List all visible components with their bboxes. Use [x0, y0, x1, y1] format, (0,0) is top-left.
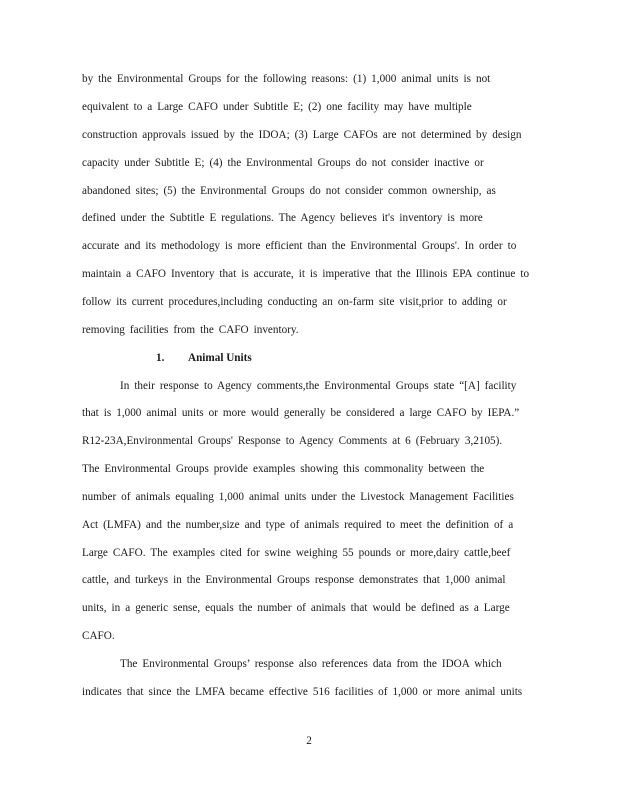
text-line: equivalent to a Large CAFO under Subtitle E; (2) one facility may have multiple — [82, 101, 472, 113]
section-heading — [156, 351, 252, 365]
text-line: indicates that since the LMFA became effective 516 facilities of 1,000 or more animal units — [82, 686, 523, 698]
text-line: removing facilities from the CAFO inventory. — [82, 324, 299, 336]
text-line: The Environmental Groups provide examples showing this commonality between the — [82, 463, 485, 475]
text-line: CAFO. — [82, 630, 115, 642]
page-number: 2 — [306, 735, 312, 747]
text-line: Act (LMFA) and the number,size and type of animals required to meet the definition of a — [82, 519, 514, 531]
text-line: follow its current procedures,including conducting an on-farm site visit,prior to adding or — [82, 296, 507, 308]
text-line: by the Environmental Groups for the following reasons: (1) 1,000 animal units is not — [82, 73, 491, 85]
text-line: accurate and its methodology is more efficient than the Environmental Groups'. In order to — [82, 240, 517, 252]
text-line: number of animals equaling 1,000 animal units under the Livestock Management Facilities — [82, 491, 514, 503]
text-line: capacity under Subtitle E; (4) the Environmental Groups do not consider inactive or — [82, 157, 484, 169]
text-line: R12-23A,Environmental Groups' Response to Agency Comments at 6 (February 3,2105). — [82, 435, 503, 447]
text-line: defined under the Subtitle E regulations. The Agency believes it's inventory is more — [82, 212, 483, 224]
text-line: abandoned sites; (5) the Environmental Groups do not consider common ownership, as — [82, 185, 496, 197]
text-line: In their response to Agency comments,the Environmental Groups state “[A] facility — [120, 380, 517, 392]
section-title: Animal Units — [188, 352, 252, 364]
text-line: that is 1,000 animal units or more would generally be considered a large CAFO by IEPA.” — [82, 407, 520, 419]
text-line: construction approvals issued by the IDOA; (3) Large CAFOs are not determined by design — [82, 129, 522, 141]
text-line: The Environmental Groups’ response also references data from the IDOA which — [120, 658, 502, 670]
text-line: maintain a CAFO Inventory that is accurate, it is imperative that the Illinois EPA continue to — [82, 268, 530, 280]
text-line: cattle, and turkeys in the Environmental Groups response demonstrates that 1,000 animal — [82, 574, 506, 586]
text-line: units, in a generic sense, equals the number of animals that would be defined as a Large — [82, 602, 510, 614]
section-number: 1. — [156, 352, 165, 364]
text-line: Large CAFO. The examples cited for swine weighing 55 pounds or more,dairy cattle,beef — [82, 547, 511, 559]
